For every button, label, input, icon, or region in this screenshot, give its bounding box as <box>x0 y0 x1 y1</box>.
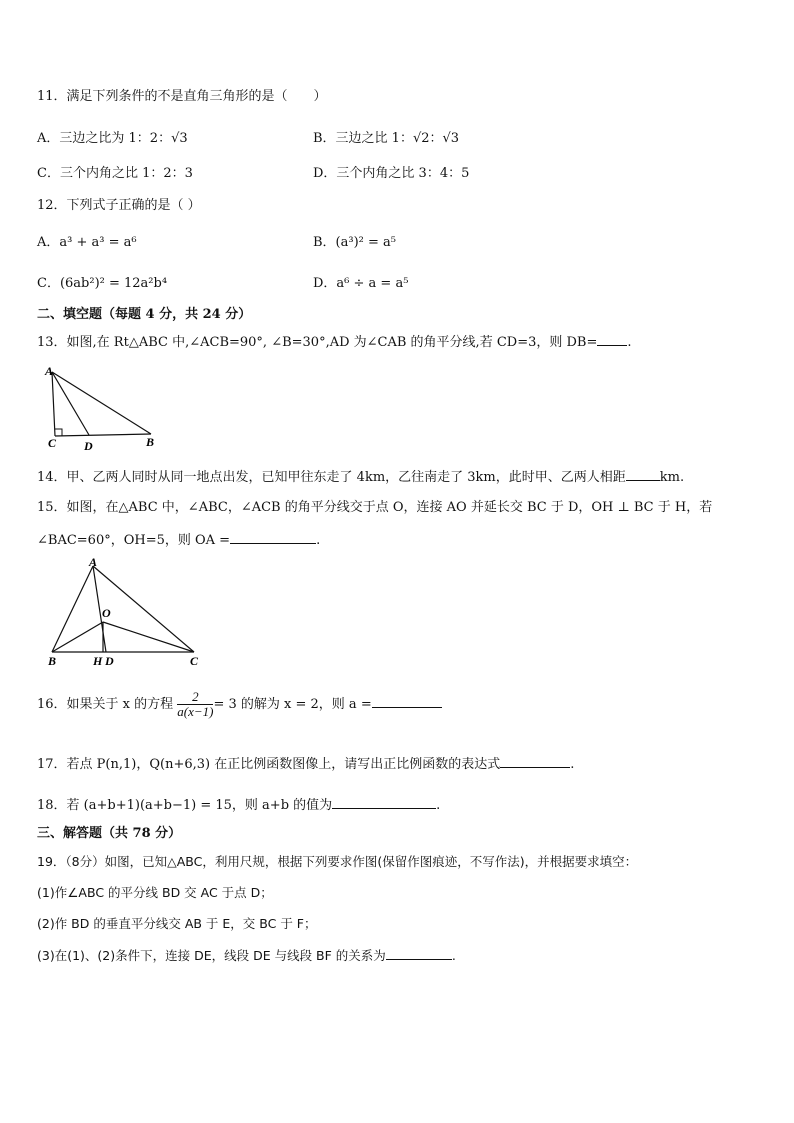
q14-answer-blank[interactable] <box>626 468 660 481</box>
q17-text <box>37 755 574 773</box>
q19-stem: 19．（8分）如图，已知△ABC，利用尺规，根据下列要求作图(保留作图痕迹，不写作法)，并根据要求填空： <box>37 854 638 869</box>
q11-stem: 11．满足下列条件的不是直角三角形的是（ ） <box>37 89 327 104</box>
q13-side-cb <box>55 434 151 436</box>
section-3-heading: 三、解答题（共 78 分） <box>37 826 182 841</box>
q11-option-d: D．三个内角之比 3：4：5 <box>313 166 470 181</box>
q11-option-a: A．三边之比为 1：2：√3 <box>37 131 188 146</box>
q13-stem: 13．如图,在 Rt△ABC 中,∠ACB=90°, ∠B=30°,AD 为∠CAB 的角平分线,若 CD=3，则 DB= <box>37 335 598 350</box>
q17-end: . <box>570 757 575 772</box>
q13-end: . <box>627 335 632 350</box>
q13-label-a: A <box>45 364 54 378</box>
q16-denominator: a(x−1) <box>177 704 214 719</box>
q14-stem: 14．甲、乙两人同时从同一地点出发，已知甲往东走了 4km，乙往南走了 3km，此时甲、乙两人相距 <box>37 470 626 485</box>
q19-part-3: (3)在(1)、(2)条件下，连接 DE，线段 DE 与线段 BF 的关系为 <box>37 948 386 963</box>
q15-label-a: A <box>89 556 98 569</box>
q15-side-ab <box>52 566 93 652</box>
q18-answer-blank[interactable] <box>332 796 436 809</box>
q13-label-c: C <box>48 436 57 450</box>
q15-label-b: B <box>48 654 57 668</box>
q12-option-c: C．(6ab²)² = 12a²b⁴ <box>37 276 168 291</box>
q19-answer-blank[interactable] <box>386 947 452 960</box>
q11-option-b: B．三边之比 1：√2：√3 <box>313 131 460 146</box>
q16-stem: 16．如果关于 x 的方程 <box>37 697 174 712</box>
q19-part-3-line <box>37 947 456 964</box>
q18-stem: 18．若 (a+b+1)(a+b−1) = 15，则 a+b 的值为 <box>37 798 333 813</box>
q12-stem: 12．下列式子正确的是（ ） <box>37 198 201 213</box>
q13-right-angle-mark <box>55 429 62 436</box>
q16-answer-blank[interactable] <box>372 695 442 708</box>
q16-stem-post: = 3 的解为 x = 2，则 a = <box>213 697 372 712</box>
q12-option-d: D．a⁶ ÷ a = a⁵ <box>313 276 409 291</box>
q13-side-ac <box>52 372 55 436</box>
q17-stem: 17．若点 P(n,1)，Q(n+6,3) 在正比例函数图像上，请写出正比例函数的表达式 <box>37 757 501 772</box>
q12-option-b: B．(a³)² = a⁵ <box>313 235 396 250</box>
q15-bisector-co <box>103 622 194 652</box>
q15-stem-2: ∠BAC=60°，OH=5，则 OA = <box>37 533 231 548</box>
q15-line2 <box>37 531 320 549</box>
q15-answer-blank[interactable] <box>230 531 316 544</box>
q13-label-b: B <box>146 435 155 449</box>
q15-label-d: D <box>105 654 114 668</box>
q16-text <box>37 690 442 720</box>
q15-line1: 15．如图，在△ABC 中，∠ABC，∠ACB 的角平分线交于点 O，连接 AO 并延长交 BC 于 D，OH ⊥ BC 于 H，若 <box>37 500 713 515</box>
q13-side-ab <box>52 372 151 434</box>
q13-figure <box>40 362 170 454</box>
q19-part-1: (1)作∠ABC 的平分线 BD 交 AC 于点 D； <box>37 885 273 900</box>
q15-end: . <box>316 533 321 548</box>
q19-end: . <box>451 948 456 963</box>
q17-answer-blank[interactable] <box>500 755 570 768</box>
q16-fraction <box>177 690 213 719</box>
q19-part-2: (2)作 BD 的垂直平分线交 AB 于 E，交 BC 于 F； <box>37 916 317 931</box>
q15-figure <box>40 556 210 672</box>
q15-label-o: O <box>102 606 111 620</box>
q15-label-h: H <box>93 654 103 668</box>
q14-text <box>37 468 684 486</box>
q13-text <box>37 333 632 351</box>
section-2-heading: 二、填空题（每题 4 分，共 24 分） <box>37 307 252 322</box>
q11-option-c: C．三个内角之比 1：2：3 <box>37 166 193 181</box>
q18-end: . <box>436 798 441 813</box>
q16-numerator: 2 <box>177 690 213 705</box>
q13-answer-blank[interactable] <box>597 333 627 346</box>
q13-label-d: D <box>84 439 93 453</box>
q12-option-a: A．a³ + a³ = a⁶ <box>37 235 137 250</box>
q18-text <box>37 796 440 814</box>
q14-end: km. <box>659 470 685 485</box>
q15-label-c: C <box>190 654 199 668</box>
q13-bisector-ad <box>52 372 89 435</box>
